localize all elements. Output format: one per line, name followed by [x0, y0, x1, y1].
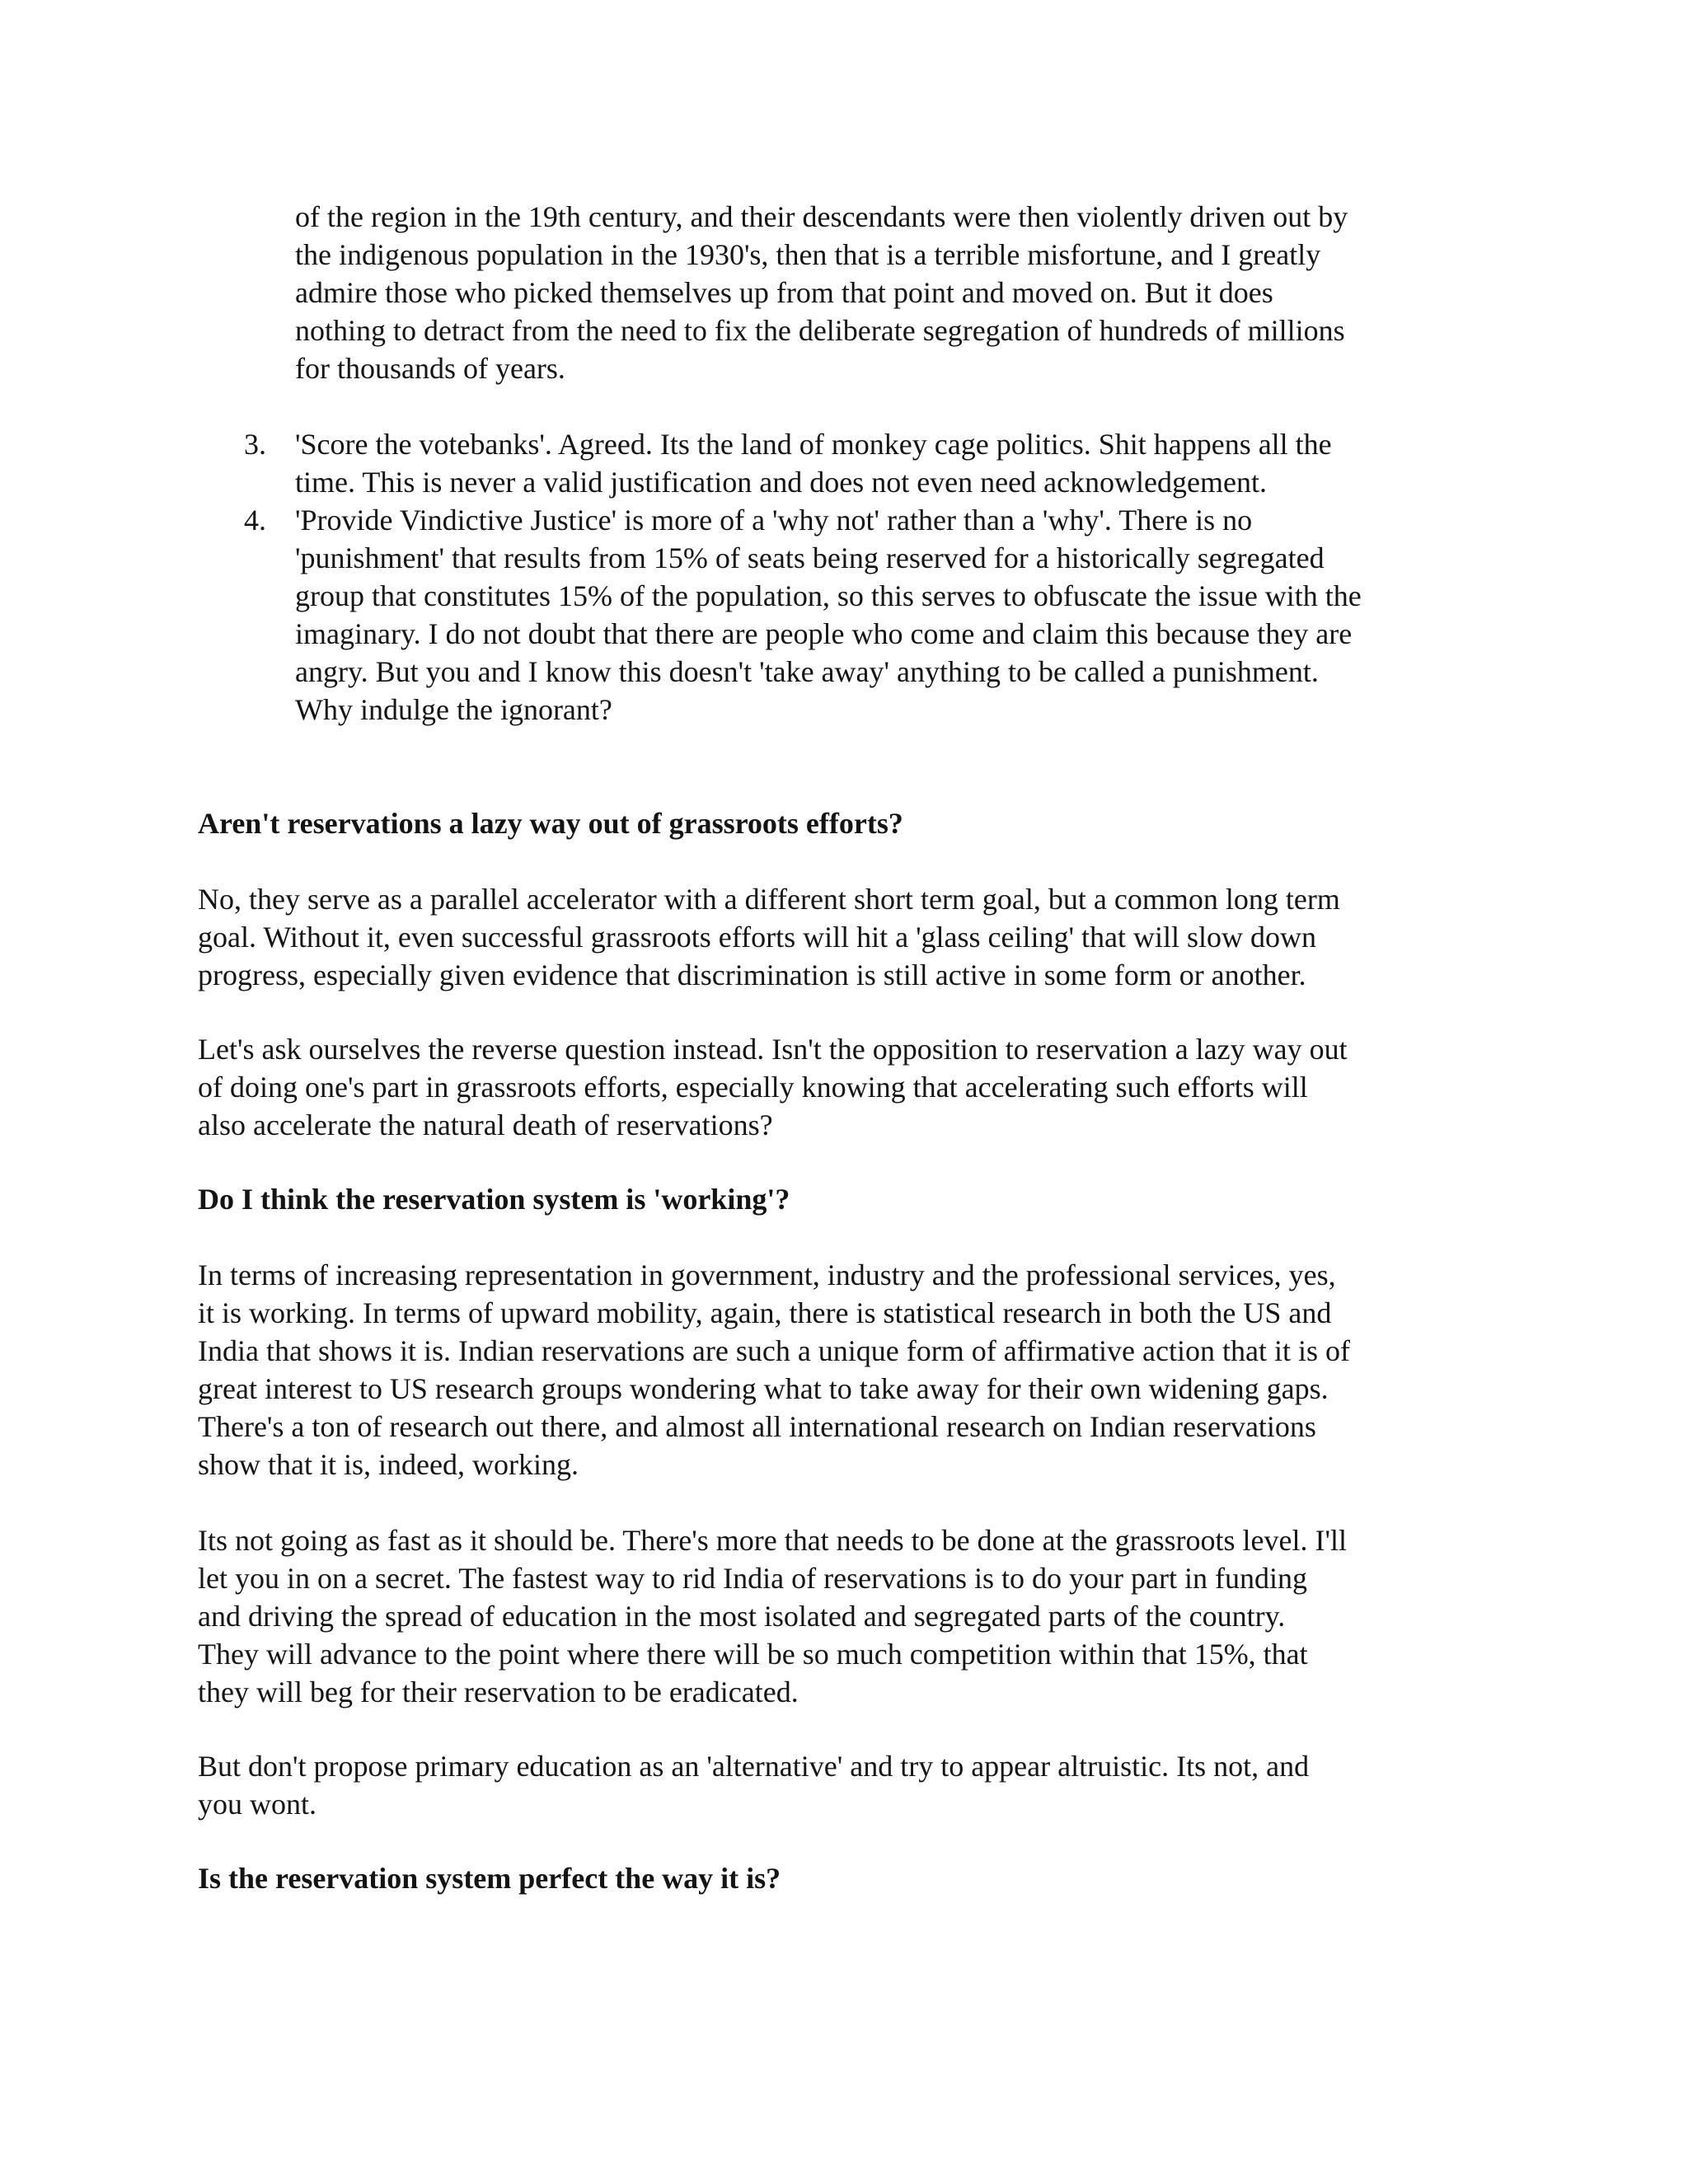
- text-line: In terms of increasing representation in government, industry and the professional services, yes,: [198, 1258, 1336, 1291]
- text-line: No, they serve as a parallel accelerator with a different short term goal, but a common long term: [198, 883, 1340, 916]
- text-line: Let's ask ourselves the reverse question instead. Isn't the opposition to reservation a lazy way out: [198, 1033, 1348, 1066]
- text-line: India that shows it is. Indian reservations are such a unique form of affirmative action that it is of: [198, 1334, 1350, 1367]
- text-line: show that it is, indeed, working.: [198, 1448, 579, 1481]
- text-line: also accelerate the natural death of reservations?: [198, 1108, 773, 1141]
- paragraph: [198, 1521, 1484, 1711]
- text-line: of doing one's part in grassroots efforts, especially knowing that accelerating such efforts will: [198, 1071, 1308, 1104]
- text-line: you wont.: [198, 1788, 316, 1821]
- list-number: 3.: [244, 428, 266, 461]
- text-line: let you in on a secret. The fastest way to rid India of reservations is to do your part in funding: [198, 1562, 1308, 1595]
- section-heading: Aren't reservations a lazy way out of grassroots efforts?: [198, 807, 903, 840]
- list-number: 4.: [244, 504, 266, 537]
- text-line: they will beg for their reservation to be eradicated.: [198, 1675, 799, 1708]
- paragraph: [198, 1030, 1484, 1144]
- text-line: angry. But you and I know this doesn't 'take away' anything to be called a punishment.: [295, 655, 1319, 688]
- text-line: it is working. In terms of upward mobility, again, there is statistical research in both the US and: [198, 1296, 1332, 1329]
- text-line: admire those who picked themselves up from that point and moved on. But it does: [295, 276, 1273, 309]
- section-heading: Do I think the reservation system is 'working'?: [198, 1183, 790, 1216]
- list-item-text: [295, 501, 1362, 729]
- text-line: Its not going as fast as it should be. There's more that needs to be done at the grassroots level. I'll: [198, 1524, 1347, 1557]
- text-line: imaginary. I do not doubt that there are people who come and claim this because they are: [295, 617, 1353, 650]
- text-line: time. This is never a valid justification and does not even need acknowledgement.: [295, 466, 1267, 499]
- intro-continuation-paragraph: [295, 198, 1482, 387]
- text-line: 'Provide Vindictive Justice' is more of a 'why not' rather than a 'why'. There is no: [295, 504, 1253, 537]
- text-line: nothing to detract from the need to fix the deliberate segregation of hundreds of millions: [295, 314, 1345, 347]
- text-line: They will advance to the point where there will be so much competition within that 15%, that: [198, 1638, 1308, 1671]
- text-line: for thousands of years.: [295, 352, 565, 385]
- list-item-text: [295, 425, 1332, 501]
- text-line: progress, especially given evidence that discrimination is still active in some form or another.: [198, 958, 1306, 991]
- paragraph: [198, 1747, 1484, 1823]
- text-line: of the region in the 19th century, and their descendants were then violently driven out by: [295, 200, 1348, 233]
- text-line: Why indulge the ignorant?: [295, 693, 612, 726]
- text-line: But don't propose primary education as an 'alternative' and try to appear altruistic. Its not, and: [198, 1750, 1310, 1783]
- text-line: and driving the spread of education in the most isolated and segregated parts of the country.: [198, 1600, 1286, 1633]
- section-heading: Is the reservation system perfect the way it is?: [198, 1862, 781, 1895]
- text-line: the indigenous population in the 1930's, then that is a terrible misfortune, and I greatly: [295, 238, 1321, 271]
- paragraph: [198, 880, 1484, 994]
- text-line: group that constitutes 15% of the population, so this serves to obfuscate the issue with the: [295, 579, 1362, 612]
- text-line: 'punishment' that results from 15% of seats being reserved for a historically segregated: [295, 541, 1325, 574]
- text-line: great interest to US research groups wondering what to take away for their own widening gaps.: [198, 1372, 1329, 1405]
- paragraph: [198, 1256, 1484, 1483]
- text-line: goal. Without it, even successful grassroots efforts will hit a 'glass ceiling' that will slow down: [198, 921, 1316, 954]
- text-line: There's a ton of research out there, and almost all international research on Indian reservations: [198, 1410, 1316, 1443]
- text-line: 'Score the votebanks'. Agreed. Its the land of monkey cage politics. Shit happens all the: [295, 428, 1332, 461]
